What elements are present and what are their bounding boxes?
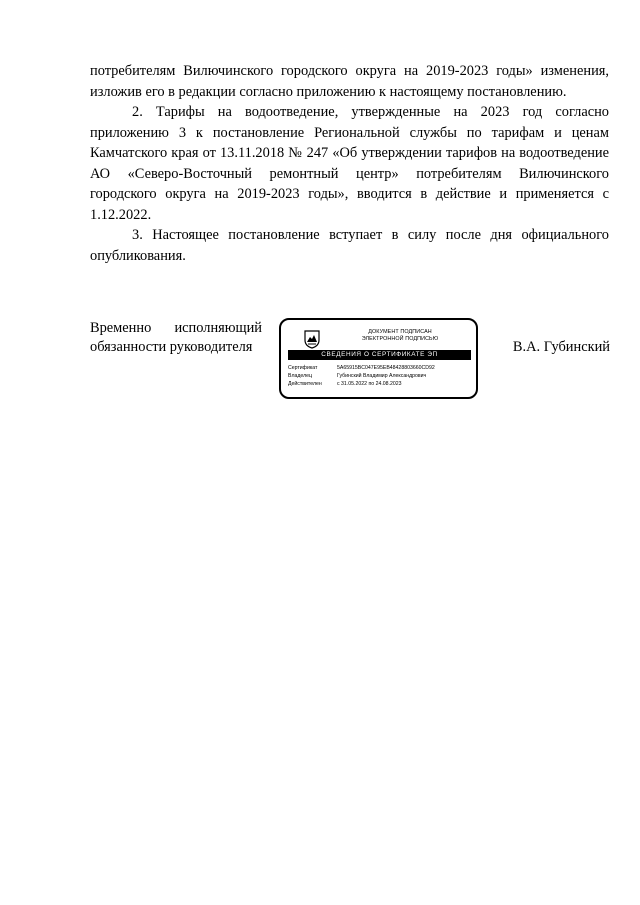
stamp-row-value: с 31.05.2022 по 24.08.2023 [337, 381, 402, 387]
stamp-certificate-bar: СВЕДЕНИЯ О СЕРТИФИКАТЕ ЭП [288, 350, 471, 360]
document-body-2 [90, 102, 609, 226]
stamp-row-certificate [288, 364, 435, 372]
stamp-row-owner [288, 372, 435, 380]
signatory-title-line-1 [90, 319, 262, 338]
stamp-row-validity [288, 380, 435, 388]
signatory-name: В.А. Губинский [512, 339, 610, 355]
stamp-row-value: 5A65915BC047E95EB48428803660CD92 [337, 365, 435, 371]
stamp-certificate-details [288, 364, 435, 388]
signatory-title-word-2: исполняющий [174, 320, 262, 336]
document-body [90, 61, 609, 102]
stamp-header [335, 329, 465, 343]
paragraph-3: 3. Настоящее постановление вступает в силу после дня официального опубликования. [90, 227, 609, 264]
stamp-header-line-1: ДОКУМЕНТ ПОДПИСАН [368, 329, 432, 335]
stamp-row-label: Действителен [288, 381, 322, 387]
stamp-row-value: Губинский Владимир Александрович [337, 373, 427, 379]
stamp-row-label: Владелец [288, 373, 312, 379]
stamp-header-line-2: ЭЛЕКТРОННОЙ ПОДПИСЬЮ [361, 336, 439, 342]
paragraph-1: потребителям Вилючинского городского округа на 2019-2023 годы» изменения, изложив его в редакции согласно приложению к настоящему постановлению. [90, 63, 609, 100]
stamp-row-label: Сертификат [288, 365, 318, 371]
paragraph-2: 2. Тарифы на водоотведение, утвержденные на 2023 год согласно приложению 3 к постановление Региональной службы по тарифам и ценам Камчатского края от 13.11.2018 № 247 «Об утверждении тарифов на водоотведение АО «Северо-Восточный ремонтный центр» потребителям Вилючинского городского округа на 2019-2023 годы», вводится в действие и применяется с 1.12.2022. [90, 104, 609, 223]
coat-of-arms-icon [303, 329, 321, 349]
signatory-title [90, 319, 262, 357]
electronic-signature-stamp [279, 318, 478, 399]
document-body-3 [90, 225, 609, 266]
signatory-title-line-2: обязанности руководителя [90, 339, 253, 355]
signatory-title-word-1: Временно [90, 320, 152, 336]
